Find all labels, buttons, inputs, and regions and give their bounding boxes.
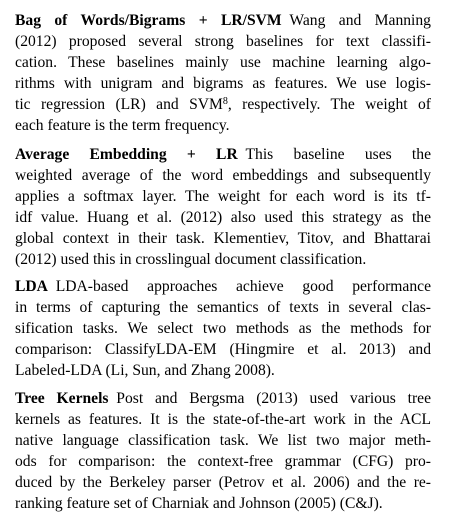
paragraph-line: comparison: ClassifyLDA-EM (Hingmire et al. 2013) and xyxy=(15,341,431,358)
paragraph-line xyxy=(15,10,431,31)
paragraph-text: , respectively. The weight of xyxy=(227,96,431,113)
paragraph-line: cation. These baselines mainly use machine learning algo- xyxy=(15,54,431,71)
paragraph-line: weighted average of the word embeddings and subsequently xyxy=(15,167,431,184)
paragraph-line: in terms of capturing the semantics of texts in several clas- xyxy=(15,299,431,316)
paragraph-line xyxy=(15,144,431,165)
paragraph-line: applies a softmax layer. The weight for each word is its tf- xyxy=(15,188,431,205)
paragraph-line: (2012) proposed several strong baselines for text classifi- xyxy=(15,33,431,50)
section-heading: LDA xyxy=(15,278,48,295)
paragraph-text: LDA-based approaches achieve good performance xyxy=(55,278,431,295)
paragraph-line: idf value. Huang et al. (2012) also used this strategy as the xyxy=(15,209,431,226)
paragraph-line: each feature is the term frequency. xyxy=(15,117,230,134)
section-bag-of-words xyxy=(15,10,431,136)
paragraph-text: tic regression (LR) and SVM xyxy=(15,96,223,113)
section-average-embedding xyxy=(15,144,431,270)
paragraph-line: duced by the Berkeley parser (Petrov et al. 2006) and the re- xyxy=(15,474,431,491)
paragraph-text: Wang and Manning xyxy=(289,12,431,29)
paragraph-text: Post and Bergsma (2013) used various tree xyxy=(116,390,431,407)
paragraph-line xyxy=(15,276,431,297)
paragraph-line: global context in their task. Klementiev, Titov, and Bhattarai xyxy=(15,230,431,247)
section-tree-kernels xyxy=(15,388,431,514)
paragraph-line: (2012) used this in crosslingual document classification. xyxy=(15,251,367,268)
paragraph-line: native language classification task. We list two major meth- xyxy=(15,432,431,449)
paragraph-line: ranking feature set of Charniak and Johnson (2005) (C&J). xyxy=(15,495,383,512)
paragraph-line: sification tasks. We select two methods as the methods for xyxy=(15,320,431,337)
section-heading: Average Embedding + LR xyxy=(15,146,238,163)
paragraph-line: Labeled-LDA (Li, Sun, and Zhang 2008). xyxy=(15,362,275,379)
paragraph-line: rithms with unigram and bigrams as features. We use logis- xyxy=(15,75,431,92)
paragraph-line: kernels as features. It is the state-of-the-art work in the ACL xyxy=(15,411,431,428)
section-heading: Bag of Words/Bigrams + LR/SVM xyxy=(15,12,282,29)
section-lda xyxy=(15,276,431,381)
paragraph-line xyxy=(15,388,431,409)
section-heading: Tree Kernels xyxy=(15,390,109,407)
paragraph-line: ods for comparison: the context-free grammar (CFG) pro- xyxy=(15,453,431,470)
paragraph-line xyxy=(15,94,431,115)
footnote-marker: 8 xyxy=(222,96,228,107)
paragraph-text: This baseline uses the xyxy=(245,146,431,163)
